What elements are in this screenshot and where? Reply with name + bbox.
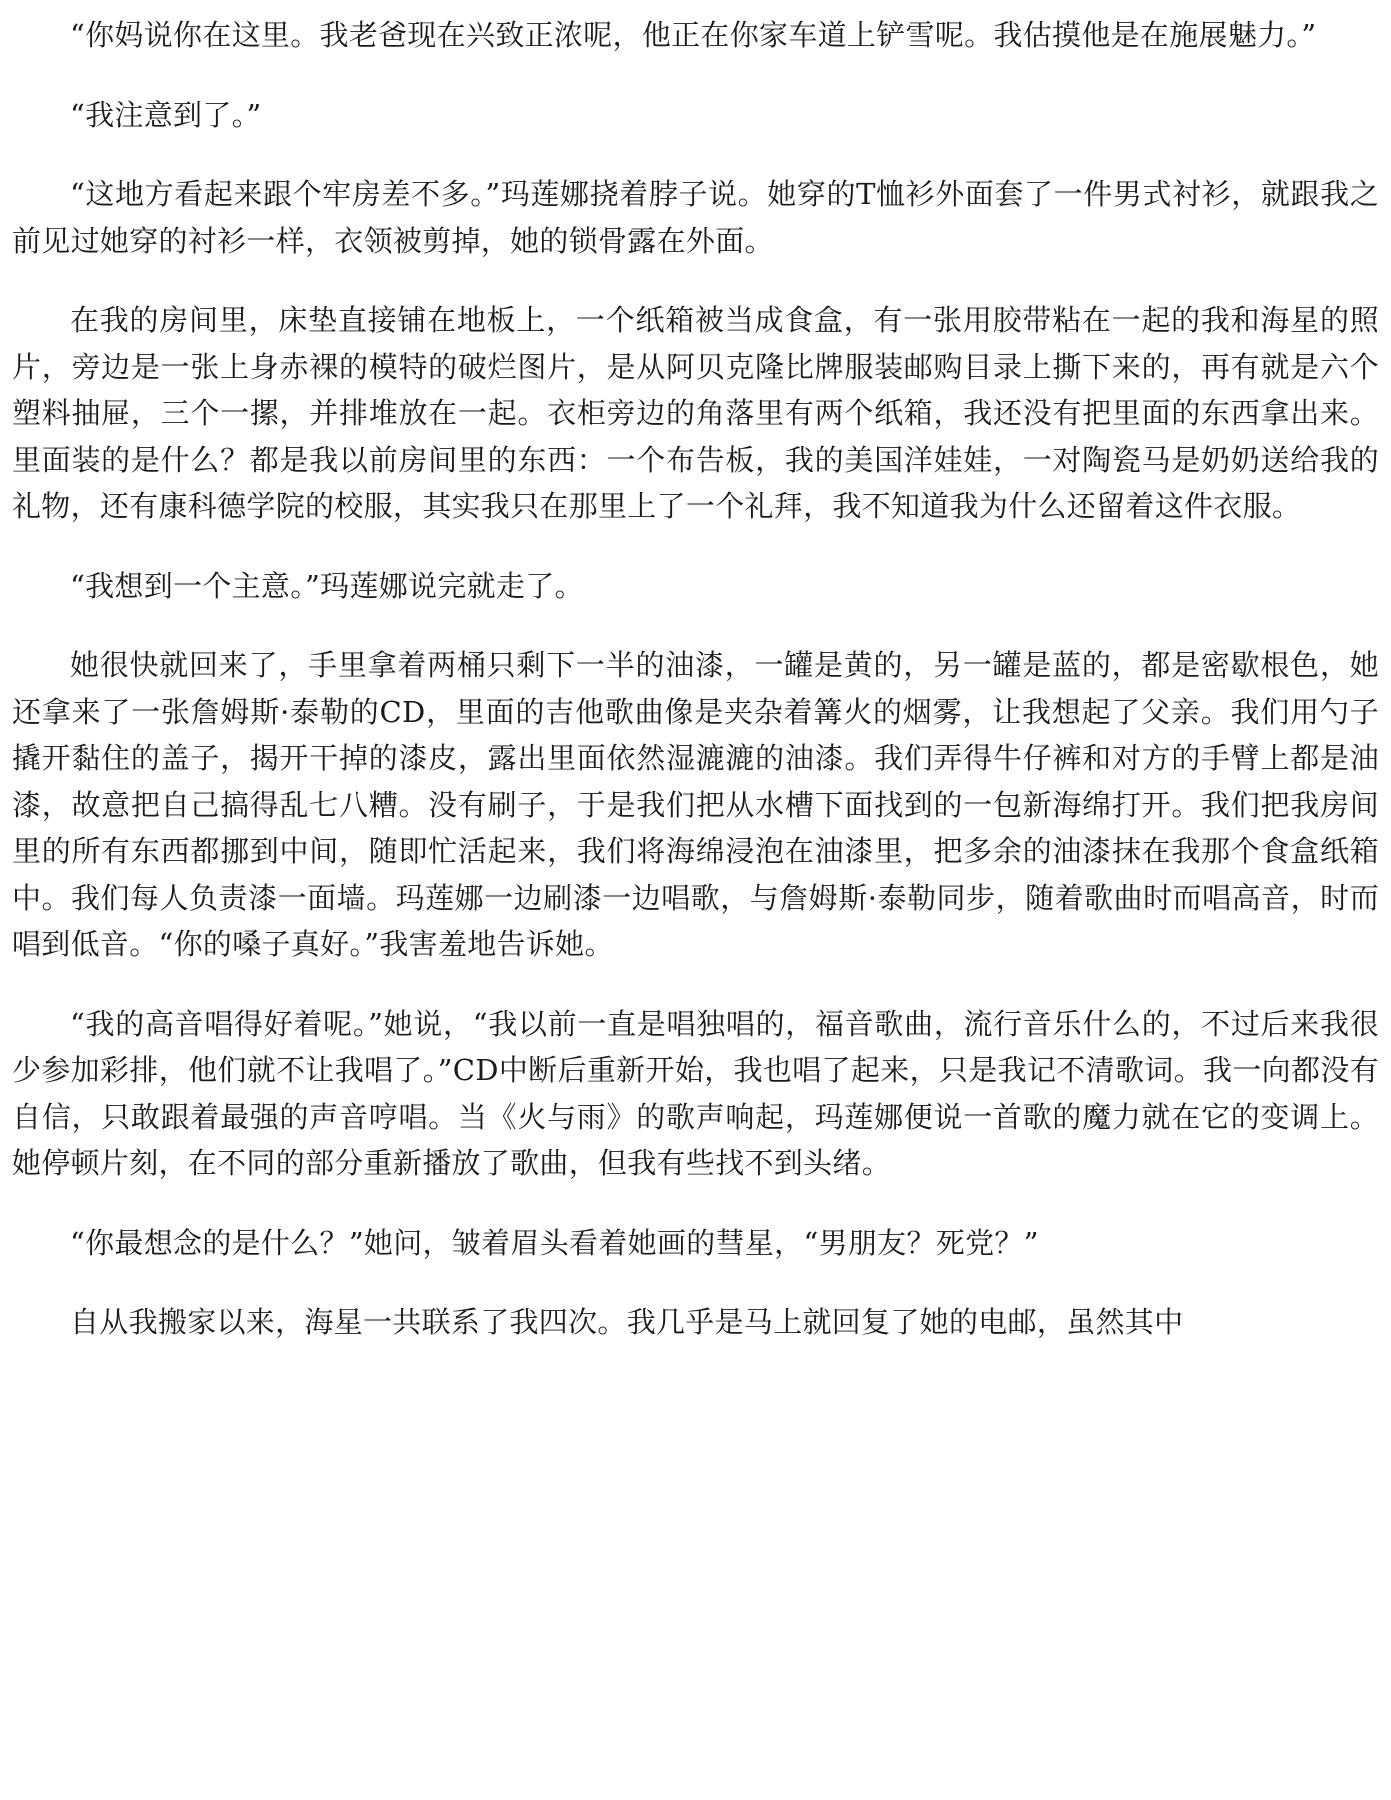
paragraph: “你妈说你在这里。我老爸现在兴致正浓呢，他正在你家车道上铲雪呢。我估摸他是在施展魅力。” xyxy=(70,18,1317,52)
paragraph: “我注意到了。” xyxy=(70,97,262,132)
paragraph: “我想到一个主意。”玛莲娜说完就走了。 xyxy=(70,568,584,603)
paragraph: “这地方看起来跟个牢房差不多。”玛莲娜挠着脖子说。她穿的T恤衫外面套了一件男式衬衫，就跟我之前见过她穿的衬衫一样，衣领被剪掉，她的锁骨露在外面。 xyxy=(12,177,1379,258)
paragraph: 她很快就回来了，手里拿着两桶只剩下一半的油漆，一罐是黄的，另一罐是蓝的，都是密歇根色，她还拿来了一张詹姆斯·泰勒的CD，里面的吉他歌曲像是夹杂着篝火的烟雾，让我想起了父亲。我们用勺子撬开黏住的盖子，揭开干掉的漆皮，露出里面依然湿漉漉的油漆。我们弄得牛仔裤和对方的手臂上都是油漆，故意把自己搞得乱七八糟。没有刷子，于是我们把从水槽下面找到的一包新海绵打开。我们把我房间里的所有东西都挪到中间，随即忙活起来，我们将海绵浸泡在油漆里，把多余的油漆抹在我那个食盒纸箱中。我们每人负责漆一面墙。玛莲娜一边刷漆一边唱歌，与詹姆斯·泰勒同步，随着歌曲时而唱高音，时而唱到低音。“你的嗓子真好。”我害羞地告诉她。 xyxy=(12,648,1379,961)
paragraph: “你最想念的是什么？”她问，皱着眉头看着她画的彗星，“男朋友？死党？” xyxy=(70,1225,1039,1260)
paragraph: “我的高音唱得好着呢。”她说，“我以前一直是唱独唱的，福音歌曲，流行音乐什么的，不过后来我很少参加彩排，他们就不让我唱了。”CD中断后重新开始，我也唱了起来，只是我记不清歌词。我一向都没有自信，只敢跟着最强的声音哼唱。当《火与雨》的歌声响起，玛莲娜便说一首歌的魔力就在它的变调上。她停顿片刻，在不同的部分重新播放了歌曲，但我有些找不到头绪。 xyxy=(12,1006,1379,1180)
paragraph: 在我的房间里，床垫直接铺在地板上，一个纸箱被当成食盒，有一张用胶带粘在一起的我和海星的照片，旁边是一张上身赤裸的模特的破烂图片，是从阿贝克隆比牌服装邮购目录上撕下来的，再有就是六个塑料抽屉，三个一摞，并排堆放在一起。衣柜旁边的角落里有两个纸箱，我还没有把里面的东西拿出来。里面装的是什么？都是我以前房间里的东西：一个布告板，我的美国洋娃娃，一对陶瓷马是奶奶送给我的礼物，还有康科德学院的校服，其实我只在那里上了一个礼拜，我不知道我为什么还留着这件衣服。 xyxy=(12,303,1379,523)
paragraph: 自从我搬家以来，海星一共联系了我四次。我几乎是马上就回复了她的电邮，虽然其中 xyxy=(70,1305,1184,1339)
